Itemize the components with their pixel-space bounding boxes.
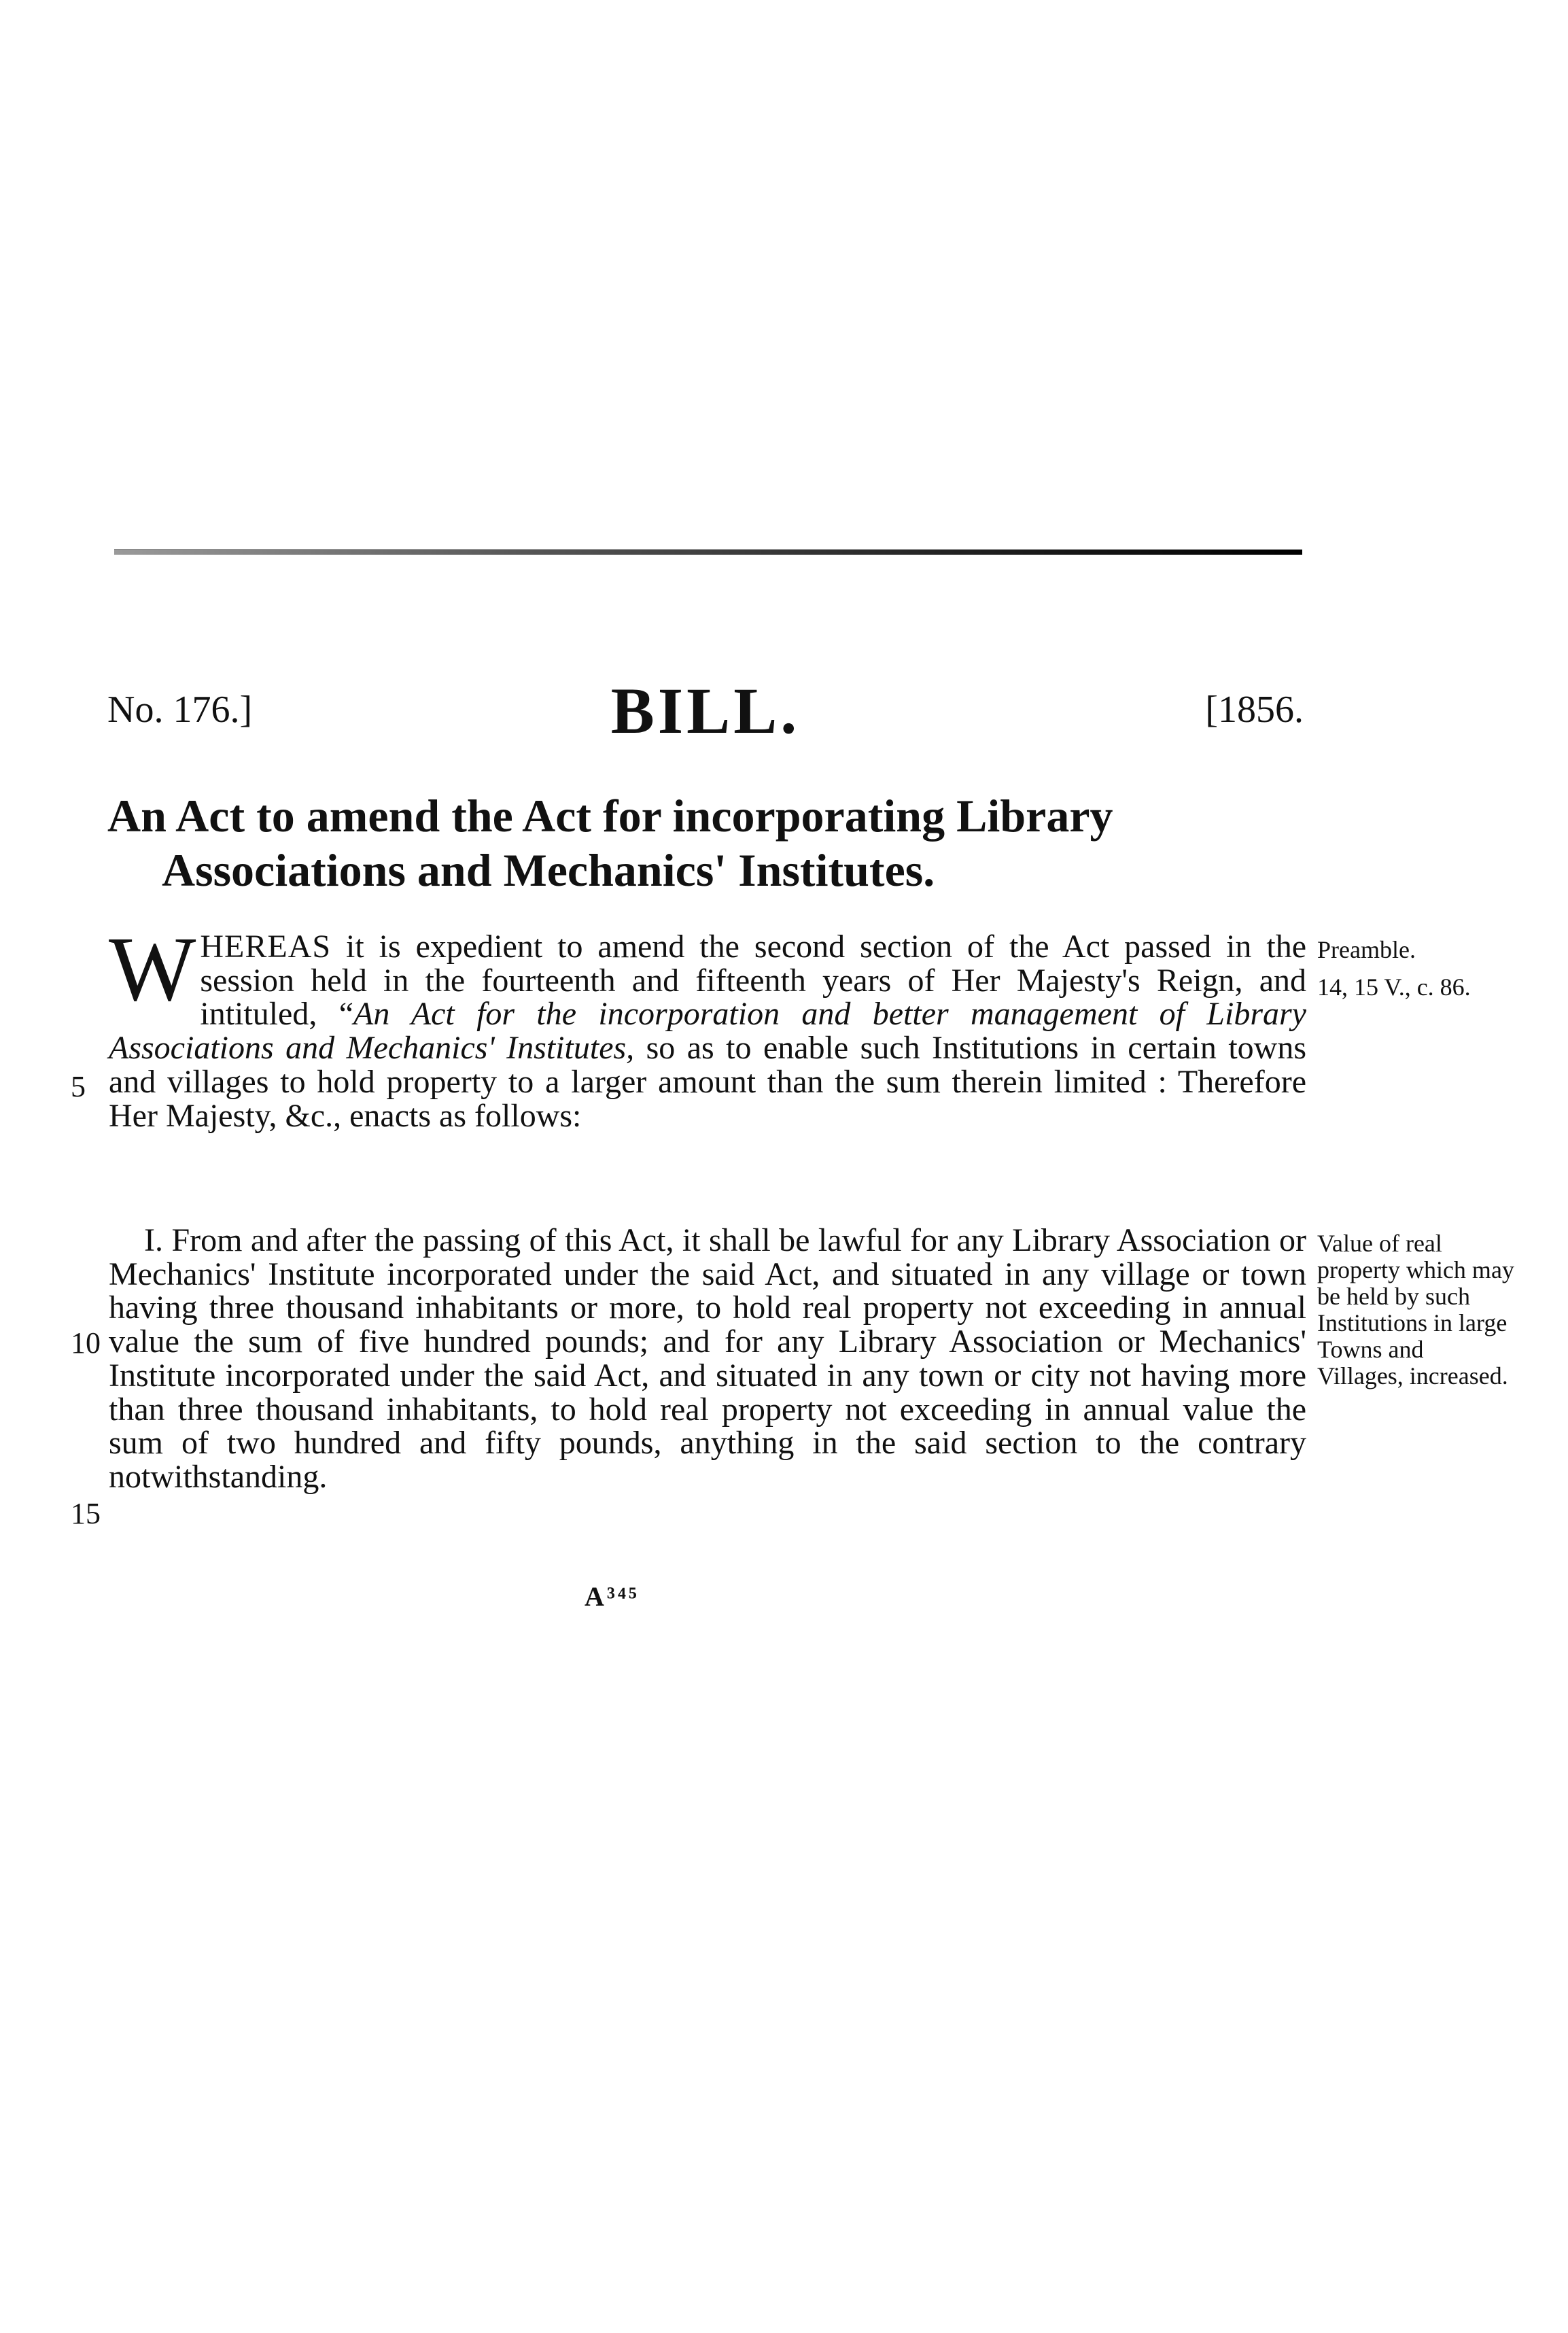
- preamble-paragraph: [109, 918, 1306, 1134]
- margin-note-citation: 14, 15 V., c. 86.: [1317, 973, 1471, 1001]
- preamble-italic-act-title: An Act for the incorporation and better management of Library Associations and Mechanics' Institutes,: [109, 996, 1306, 1067]
- act-title: An Act to amend the Act for incorporating Library Associations and Mechanics' Institutes.: [107, 790, 1113, 896]
- preamble-dropcap: W: [109, 918, 196, 1020]
- preamble-text-1: it is expedient to amend the second section of the Act passed in the session held in the fourteenth and fifteenth years of Her Majesty's Reign, and intituled, “: [200, 929, 1306, 1033]
- bill-header: [107, 673, 1304, 748]
- signature-mark: A³⁴⁵: [585, 1581, 640, 1612]
- line-number-15: 15: [71, 1497, 101, 1530]
- bill-year: [1856.: [1205, 689, 1304, 731]
- preamble-text-2: so as to enable such Institutions in certain towns and villages to hold property to a larger amount than the sum therein limited : Therefore Her Majesty, &c., enacts as follows:: [109, 1030, 1306, 1134]
- margin-note-section-1: Value of real property which may be held by such Institutions in large Towns and Villages, increased.: [1317, 1230, 1514, 1389]
- margin-note-preamble: Preamble.: [1317, 936, 1416, 963]
- header-rule: [114, 549, 1302, 555]
- line-number-10: 10: [71, 1326, 101, 1360]
- section-1-paragraph: I. From and after the passing of this Act, it shall be lawful for any Library Association or Mechanics' Institute incorporated under the said Act, and situated in any village or town having three thousand inhabitants or more, to hold real property not exceeding in annual value the sum of five hundred pounds; and for any Library Association or Mechanics' Institute incorporated under the said Act, and situated in any town or city not having more than three thousand inhabitants, to hold real property not exceeding in annual value the sum of two hundred and fifty pounds, anything in the said section to the contrary notwithstanding.: [109, 1222, 1306, 1495]
- preamble-lead: HEREAS: [200, 929, 332, 965]
- bill-title: BILL.: [610, 674, 801, 747]
- bill-number: No. 176.]: [107, 689, 253, 731]
- line-number-5: 5: [71, 1070, 86, 1103]
